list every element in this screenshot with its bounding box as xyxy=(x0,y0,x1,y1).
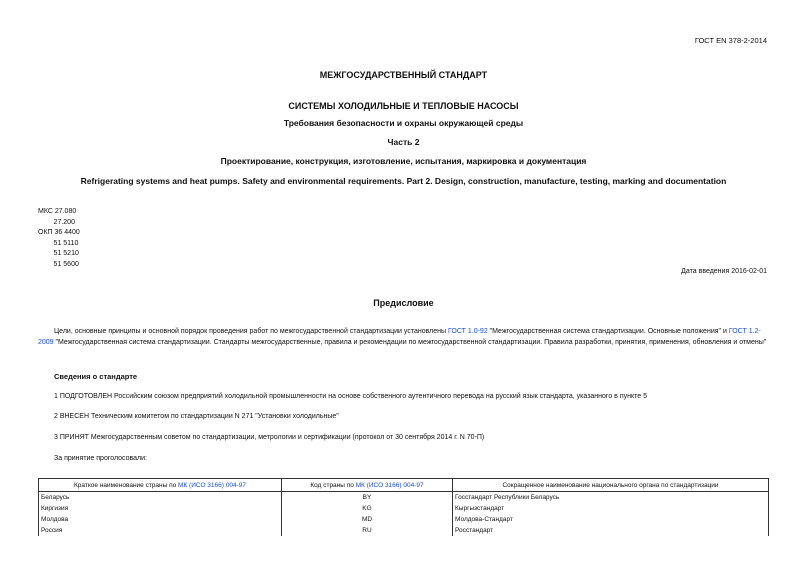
part-number: Часть 2 xyxy=(387,137,420,147)
country-cell: Россия xyxy=(39,525,282,536)
country-cell: Беларусь xyxy=(39,492,282,504)
header-country-name xyxy=(39,479,282,492)
document-title: СИСТЕМЫ ХОЛОДИЛЬНЫЕ И ТЕПЛОВЫЕ НАСОСЫ xyxy=(288,101,519,111)
info-item-3: 3 ПРИНЯТ Межгосударственным советом по стандартизации, метрологии и сертификации (протокол от 30 сентября 2014 г. N 70-П) xyxy=(54,434,485,441)
document-code: ГОСТ EN 378-2-2014 xyxy=(694,36,767,45)
country-cell: Киргизия xyxy=(39,503,282,514)
gost-1-0-link[interactable]: ГОСТ 1.0-92 xyxy=(447,328,488,335)
mk-iso-link-2[interactable]: МК (ИСО 3166) 004-97 xyxy=(355,481,424,489)
body-cell: Госстандарт Республики Беларусь xyxy=(453,492,769,504)
header-country-text: Краткое наименование страны по xyxy=(74,481,179,489)
table-header-row xyxy=(39,479,769,492)
body-cell: Кыргызстандарт xyxy=(453,503,769,514)
preface-text-2: "Межгосударственная система стандартизации. Основные положения" и xyxy=(487,328,729,335)
voting-table xyxy=(38,478,769,536)
code-cell: KG xyxy=(282,503,453,514)
effective-date: Дата введения 2016-02-01 xyxy=(681,268,767,275)
preface-text-3: "Межгосударственная система стандартизации. Стандарты межгосударственные, правила и рекомендации по межгосударственной стандартизации. Правила разработки, принятия, применения, обновления и отмены" xyxy=(53,338,767,346)
header-code-text: Код страны по xyxy=(310,481,356,489)
header-country-code xyxy=(282,479,453,492)
info-item-1: 1 ПОДГОТОВЛЕН Российским союзом предприятий холодильной промышленности на основе собственного аутентичного перевода на русский язык стандарта, указанного в пункте 5 xyxy=(54,393,647,400)
table-row xyxy=(39,503,769,514)
standard-heading: МЕЖГОСУДАРСТВЕННЫЙ СТАНДАРТ xyxy=(319,70,488,80)
country-cell: Молдова xyxy=(39,514,282,525)
table-row xyxy=(39,525,769,536)
gost-1-2-link[interactable]: ГОСТ 1.2-2009 xyxy=(38,328,761,346)
vote-label: За принятие проголосовали: xyxy=(54,455,147,462)
english-title: Refrigerating systems and heat pumps. Safety and environmental requirements. Part 2. Design, construction, manufacture, testing, marking and documentation xyxy=(80,176,727,186)
document-subtitle: Требования безопасности и охраны окружающей среды xyxy=(283,118,524,128)
code-cell: RU xyxy=(282,525,453,536)
body-cell: Росстандарт xyxy=(453,525,769,536)
mk-iso-link-1[interactable]: МК (ИСО 3166) 004-97 xyxy=(178,481,246,489)
preface-title: Предисловие xyxy=(373,298,434,308)
table-row xyxy=(39,492,769,504)
info-section-title: Сведения о стандарте xyxy=(54,372,138,381)
part-title: Проектирование, конструкция, изготовление, испытания, маркировка и документация xyxy=(220,156,587,166)
classification-codes: МКС 27.080 27.200 ОКП 36 4400 51 5110 51 5210 51 5600 xyxy=(38,208,80,268)
code-cell: MD xyxy=(282,514,453,525)
preface-text-1: Цели, основные принципы и основной порядок проведения работ по межгосударственной стандартизации установлены xyxy=(54,328,448,335)
info-item-2: 2 ВНЕСЕН Техническим комитетом по стандартизации N 271 "Установки холодильные" xyxy=(54,413,339,420)
preface-paragraph xyxy=(38,327,770,348)
table-row xyxy=(39,514,769,525)
header-national-body: Сокращенное наименование национального органа по стандартизации xyxy=(453,479,769,492)
code-cell: BY xyxy=(282,492,453,504)
body-cell: Молдова-Стандарт xyxy=(453,514,769,525)
